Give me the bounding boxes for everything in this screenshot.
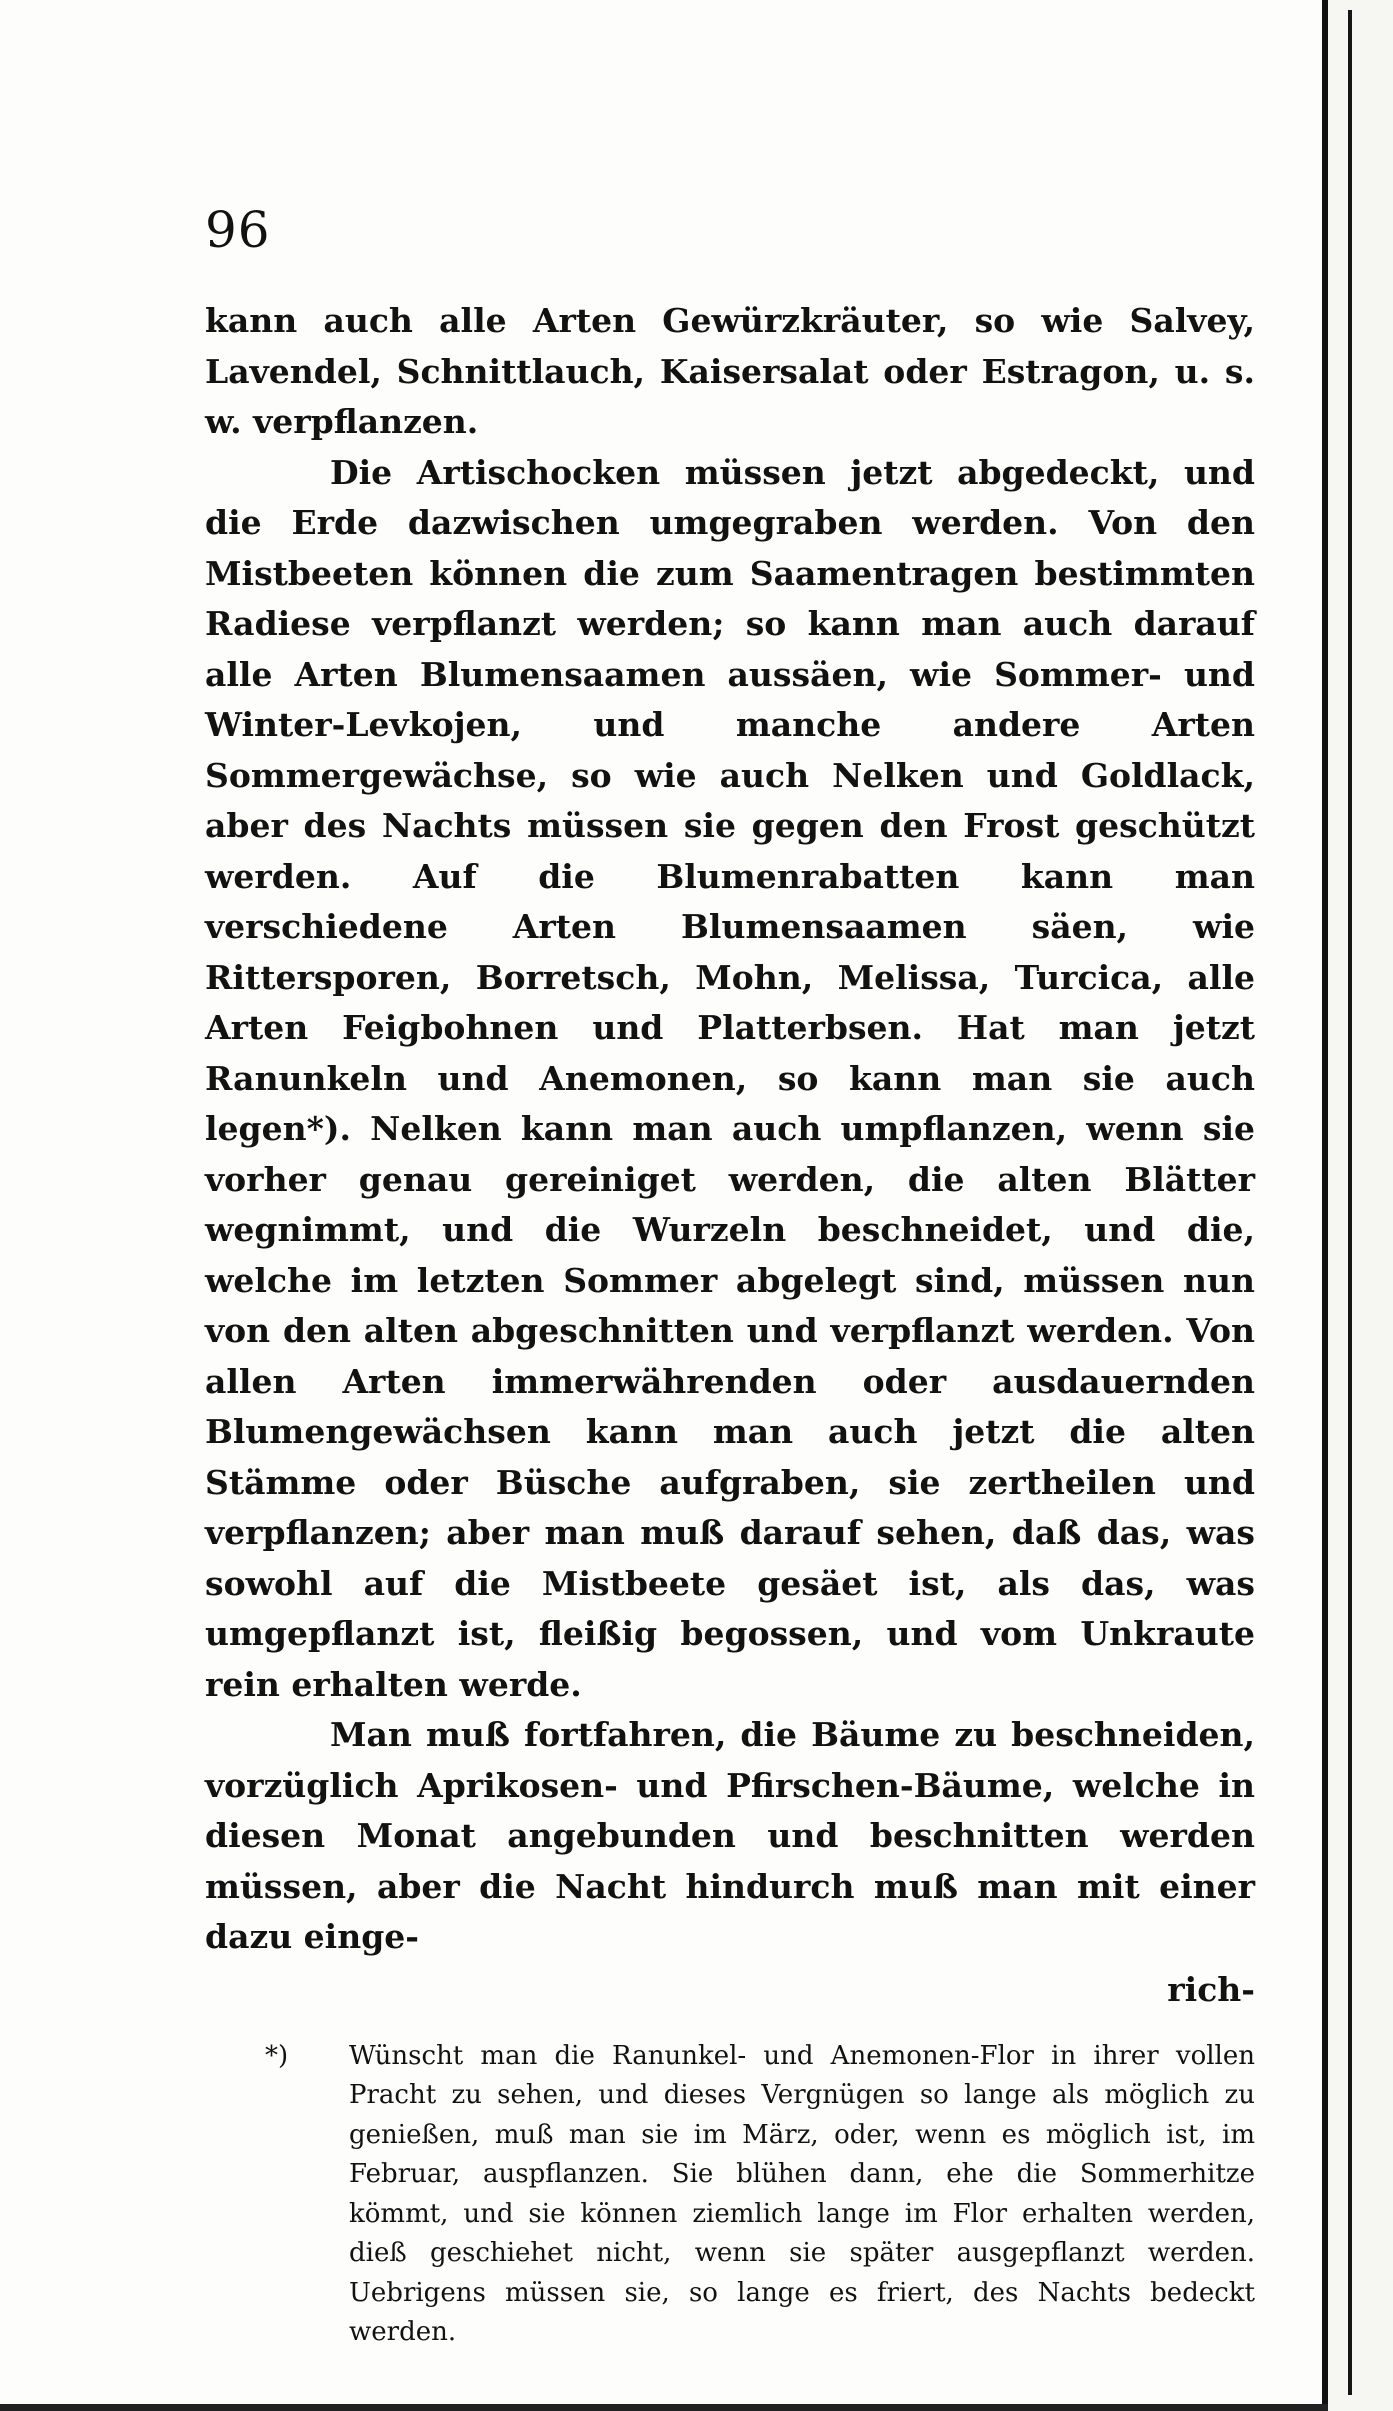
paragraph-1: kann auch alle Arten Gewürzkräuter, so wie Salvey, Lavendel, Schnittlauch, Kaisersalat oder Estragon, u. s. w. verpflanzen. (205, 301, 1255, 441)
page-number: 96 (205, 201, 271, 259)
paragraph-3: Man muß fortfahren, die Bäume zu beschneiden, vorzüglich Aprikosen- und Pfirschen-Bäume, welche in diesen Monat angebunden und beschnitten werden müssen, aber die Nacht hindurch muß man mit einer dazu einge- (205, 1715, 1255, 1956)
footnote-marker: *) (265, 2040, 289, 2071)
facing-page-strip (1328, 0, 1393, 2411)
book-page (205, 200, 1255, 2353)
facing-page-border (1348, 10, 1352, 2395)
body-text (205, 296, 1255, 1963)
paragraph-2: Die Artischocken müssen jetzt abgedeckt, und die Erde dazwischen umgegraben werden. Von den Mistbeeten können die zum Saamentragen bestimmten Radiese verpflanzt werden; so kann man auch darauf alle Arten Blumensaamen aussäen, wie Sommer- und Winter-Levkojen, und manche andere Arten Sommergewächse, so wie auch Nelken und Goldlack, aber des Nachts müssen sie gegen den Frost geschützt werden. Auf die Blumenrabatten kann man verschiedene Arten Blumensaamen säen, wie Rittersporen, Borretsch, Mohn, Melissa, Turcica, alle Arten Feigbohnen und Platterbsen. Hat man jetzt Ranunkeln und Anemonen, so kann man sie auch legen*). Nelken kann man auch umpflanzen, wenn sie vorher genau gereiniget werden, die alten Blätter wegnimmt, und die Wurzeln beschneidet, und die, welche im letzten Sommer abgelegt sind, müssen nun von den alten abgeschnitten und verpflanzt werden. Von allen Arten immerwährenden oder ausdauernden Blumengewächsen kann man auch jetzt die alten Stämme oder Büsche aufgraben, sie zertheilen und verpflanzen; aber man muß darauf sehen, daß das, was sowohl auf die Mistbeete gesäet ist, als das, was umgepflanzt ist, fleißig begossen, und vom Unkraute rein erhalten werde. (205, 452, 1255, 1704)
footnote-text: Wünscht man die Ranunkel- und Anemonen-Flor in ihrer vollen Pracht zu sehen, und dieses Vergnügen so lange als möglich zu genießen, muß man sie im März, oder, wenn es möglich ist, im Februar, auspflanzen. Sie blühen dann, ehe die Sommerhitze kömmt, und sie können ziemlich lange im Flor erhalten werden, dieß geschiehet nicht, wenn sie später ausgepflanzt werden. Uebrigens müssen sie, so lange es friert, des Nachts bedeckt werden. (349, 2040, 1255, 2347)
bottom-edge-shadow (0, 2404, 1328, 2411)
catchword: rich- (1167, 1969, 1255, 2009)
footnote (265, 2037, 1255, 2353)
